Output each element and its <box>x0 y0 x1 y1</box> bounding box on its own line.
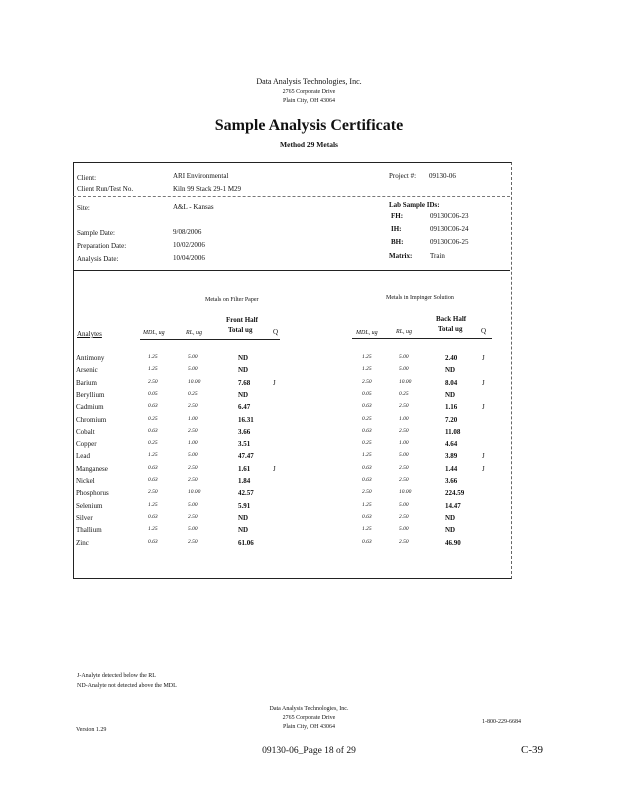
front-mdl-cell: 0.63 <box>148 464 158 471</box>
back-mdl-cell: 0.63 <box>362 513 372 520</box>
back-mdl-cell: 1.25 <box>362 501 372 508</box>
back-mdl-cell: 0.05 <box>362 390 372 397</box>
front-mdl-cell: 0.05 <box>148 390 158 397</box>
footer-version: Version 1.29 <box>76 727 107 733</box>
front-total-cell: 47.47 <box>238 452 254 461</box>
front-mdl-cell: 0.63 <box>148 477 158 483</box>
analyte-cell: Copper <box>76 440 97 449</box>
analyte-cell: Zinc <box>76 538 89 547</box>
back-rl-cell: 10.00 <box>399 378 412 385</box>
sample-date-value: 9/08/2006 <box>173 228 202 236</box>
matrix-value: Train <box>430 252 445 260</box>
front-total-cell: ND <box>238 354 249 362</box>
footer-page-code: C-39 <box>521 744 543 756</box>
back-rl-cell: 5.00 <box>399 526 409 533</box>
front-total-header-1: Front Half <box>226 316 258 324</box>
back-rl-cell: 2.50 <box>399 464 409 471</box>
back-total-cell: 224.59 <box>445 489 465 498</box>
back-q-cell: J <box>482 354 485 362</box>
front-total-cell: ND <box>238 366 249 375</box>
front-mdl-cell: 0.63 <box>148 403 158 410</box>
footer-address-2: Plain City, OH 43064 <box>283 724 335 730</box>
site-label: Site: <box>77 204 90 212</box>
back-total-cell: 4.64 <box>445 440 458 449</box>
back-total-cell: 3.89 <box>445 452 458 461</box>
footnote-nd: ND-Analyte not detected above the MDL <box>77 683 177 689</box>
front-total-cell: 6.47 <box>238 403 251 412</box>
front-total-cell: ND <box>238 513 249 522</box>
back-total-header-1: Back Half <box>436 315 467 323</box>
back-mdl-cell: 0.63 <box>362 403 372 410</box>
back-mdl-cell: 0.25 <box>362 440 372 447</box>
back-q-cell: J <box>482 403 485 412</box>
lab-name: Data Analysis Technologies, Inc. <box>256 77 362 86</box>
analyte-cell: Lead <box>76 452 90 461</box>
table-row <box>76 366 506 379</box>
front-total-cell: ND <box>238 526 249 535</box>
front-q-cell: J <box>273 378 276 387</box>
analyte-cell: Cadmium <box>76 403 104 412</box>
table-row <box>76 514 506 527</box>
table-row <box>76 477 506 490</box>
back-mdl-header: MDL, ug <box>356 330 378 336</box>
footer-phone: 1-800-229-6684 <box>482 719 521 725</box>
footnote-j: J-Analyte detected below the RL <box>77 673 156 679</box>
front-rl-cell: 10.00 <box>188 489 201 496</box>
front-total-cell: 3.66 <box>238 427 251 436</box>
front-rl-cell: 5.00 <box>188 501 198 508</box>
back-rl-cell: 2.50 <box>399 427 409 434</box>
table-row <box>76 416 506 429</box>
back-mdl-cell: 1.25 <box>362 452 372 459</box>
analyte-cell: Cobalt <box>76 427 95 436</box>
prep-date-label: Preparation Date: <box>77 242 127 250</box>
back-total-cell: 1.44 <box>445 464 458 473</box>
back-total-cell: ND <box>445 390 456 399</box>
back-total-cell: ND <box>445 366 456 375</box>
back-mdl-cell: 1.25 <box>362 366 372 373</box>
front-mdl-cell: 0.63 <box>148 427 158 434</box>
back-rl-cell: 5.00 <box>399 354 409 360</box>
front-mdl-header: MDL, ug <box>143 330 165 336</box>
prep-date-value: 10/02/2006 <box>173 241 205 249</box>
front-rl-cell: 2.50 <box>188 477 198 483</box>
back-total-header-2: Total ug <box>438 325 463 333</box>
table-row <box>76 526 506 539</box>
footer-lab-name: Data Analysis Technologies, Inc. <box>269 706 349 712</box>
front-rl-cell: 2.50 <box>188 513 198 520</box>
sample-date-label: Sample Date: <box>77 229 115 237</box>
matrix-label: Matrix: <box>389 252 413 260</box>
table-row <box>76 354 506 367</box>
client-label: Client: <box>77 174 97 182</box>
front-rl-cell: 2.50 <box>188 538 198 545</box>
table-row <box>76 440 506 453</box>
site-value: A&L - Kansas <box>173 203 214 211</box>
back-rl-cell: 2.50 <box>399 513 409 520</box>
front-total-cell: 1.84 <box>238 477 251 485</box>
analytes-header: Analytes <box>77 330 102 338</box>
back-total-cell: 3.66 <box>445 477 458 485</box>
lab-address-2: Plain City, OH 43064 <box>283 98 335 104</box>
back-q-cell: J <box>482 378 485 387</box>
back-total-cell: 8.04 <box>445 378 458 387</box>
back-rl-cell: 5.00 <box>399 366 409 373</box>
analysis-date-value: 10/04/2006 <box>173 254 205 262</box>
back-mdl-cell: 2.50 <box>362 378 372 385</box>
back-q-cell: J <box>482 452 485 461</box>
front-mdl-cell: 2.50 <box>148 378 158 385</box>
header-underline-front <box>140 339 280 340</box>
analyte-cell: Thallium <box>76 526 102 535</box>
fh-label: FH: <box>391 212 404 220</box>
page-subtitle: Method 29 Metals <box>280 140 338 149</box>
back-mdl-cell: 0.25 <box>362 415 372 422</box>
table-row <box>76 452 506 465</box>
back-mdl-cell: 1.25 <box>362 526 372 533</box>
table-row <box>76 391 506 404</box>
table-row <box>76 489 506 502</box>
back-rl-cell: 0.25 <box>399 390 409 397</box>
back-total-cell: 14.47 <box>445 501 461 510</box>
front-mdl-cell: 2.50 <box>148 489 158 496</box>
header-underline-back <box>352 338 492 339</box>
front-total-cell: 7.68 <box>238 378 251 387</box>
table-row <box>76 465 506 478</box>
back-mdl-cell: 0.63 <box>362 538 372 545</box>
client-value: ARI Environmental <box>173 172 229 180</box>
analyte-cell: Beryllium <box>76 390 105 399</box>
back-mdl-cell: 0.63 <box>362 427 372 434</box>
analysis-date-label: Analysis Date: <box>77 255 119 263</box>
front-rl-cell: 10.00 <box>188 378 201 385</box>
back-mdl-cell: 1.25 <box>362 354 372 360</box>
front-mdl-cell: 0.25 <box>148 415 158 422</box>
back-rl-cell: 1.00 <box>399 415 409 422</box>
back-total-cell: 7.20 <box>445 415 458 424</box>
back-total-cell: 46.90 <box>445 538 461 547</box>
analyte-cell: Selenium <box>76 501 103 510</box>
info-divider <box>73 196 510 197</box>
analyte-cell: Arsenic <box>76 366 98 375</box>
analyte-cell: Barium <box>76 378 97 387</box>
lab-address-1: 2765 Corporate Drive <box>282 89 336 95</box>
back-rl-cell: 10.00 <box>399 489 412 496</box>
back-total-cell: 2.40 <box>445 354 458 362</box>
analyte-cell: Phosphorus <box>76 489 109 498</box>
back-rl-header: RL, ug <box>396 329 413 335</box>
back-rl-cell: 2.50 <box>399 538 409 545</box>
table-row <box>76 403 506 416</box>
ih-label: IH: <box>391 225 402 233</box>
front-rl-cell: 5.00 <box>188 366 198 373</box>
page-title: Sample Analysis Certificate <box>214 117 404 134</box>
back-mdl-cell: 0.63 <box>362 464 372 471</box>
front-rl-cell: 1.00 <box>188 415 198 422</box>
back-rl-cell: 5.00 <box>399 452 409 459</box>
footer-address-1: 2765 Corporate Drive <box>282 715 336 721</box>
front-rl-cell: 5.00 <box>188 526 198 533</box>
back-total-cell: 11.08 <box>445 427 461 436</box>
analyte-cell: Antimony <box>76 354 105 362</box>
run-value: Kiln 99 Stack 29-1 M29 <box>173 185 242 193</box>
analyte-cell: Nickel <box>76 477 95 485</box>
back-mdl-cell: 2.50 <box>362 489 372 496</box>
back-q-header: Q <box>481 327 487 335</box>
project-value: 09130-06 <box>429 172 456 180</box>
analyte-cell: Silver <box>76 513 93 522</box>
run-label: Client Run/Test No. <box>77 185 134 193</box>
ih-value: 09130C06-24 <box>430 225 469 233</box>
front-q-header: Q <box>273 328 279 336</box>
front-total-cell: 5.91 <box>238 501 251 510</box>
front-mdl-cell: 1.25 <box>148 354 158 360</box>
front-rl-header: RL, ug <box>186 330 203 336</box>
front-total-cell: 61.06 <box>238 538 254 547</box>
front-rl-cell: 1.00 <box>188 440 198 447</box>
group-front-label: Metals on Filter Paper <box>205 297 259 303</box>
analyte-cell: Manganese <box>76 464 108 473</box>
back-total-cell: ND <box>445 526 456 535</box>
front-rl-cell: 2.50 <box>188 464 198 471</box>
bh-value: 09130C06-25 <box>430 238 469 246</box>
front-total-header-2: Total ug <box>228 326 253 334</box>
bh-label: BH: <box>391 238 404 246</box>
back-mdl-cell: 0.63 <box>362 477 372 483</box>
front-total-cell: 42.57 <box>238 489 254 498</box>
footer-page-label: 09130-06_Page 18 of 29 <box>262 746 356 756</box>
front-rl-cell: 5.00 <box>188 354 198 360</box>
table-row <box>76 502 506 515</box>
front-rl-cell: 2.50 <box>188 427 198 434</box>
analyte-cell: Chromium <box>76 415 107 424</box>
front-rl-cell: 5.00 <box>188 452 198 459</box>
project-label: Project #: <box>389 172 417 180</box>
front-mdl-cell: 1.25 <box>148 501 158 508</box>
front-mdl-cell: 1.25 <box>148 452 158 459</box>
table-row <box>76 539 506 552</box>
table-row <box>76 379 506 392</box>
info-bottom-rule <box>73 270 510 271</box>
front-mdl-cell: 1.25 <box>148 366 158 373</box>
lab-ids-label: Lab Sample IDs: <box>389 201 440 209</box>
front-q-cell: J <box>273 464 276 473</box>
fh-value: 09130C06-23 <box>430 212 469 220</box>
back-total-cell: 1.16 <box>445 403 458 412</box>
front-total-cell: 3.51 <box>238 440 251 449</box>
back-rl-cell: 5.00 <box>399 501 409 508</box>
front-rl-cell: 2.50 <box>188 403 198 410</box>
front-mdl-cell: 0.25 <box>148 440 158 447</box>
front-total-cell: ND <box>238 390 249 399</box>
table-row <box>76 428 506 441</box>
front-rl-cell: 0.25 <box>188 390 198 397</box>
front-mdl-cell: 1.25 <box>148 526 158 533</box>
front-total-cell: 16.31 <box>238 415 254 424</box>
back-rl-cell: 2.50 <box>399 403 409 410</box>
back-rl-cell: 1.00 <box>399 440 409 447</box>
group-back-label: Metals in Impinger Solution <box>386 295 454 301</box>
front-mdl-cell: 0.63 <box>148 513 158 520</box>
back-q-cell: J <box>482 464 485 473</box>
back-rl-cell: 2.50 <box>399 477 409 483</box>
front-mdl-cell: 0.63 <box>148 538 158 545</box>
front-total-cell: 1.61 <box>238 464 251 473</box>
back-total-cell: ND <box>445 513 456 522</box>
